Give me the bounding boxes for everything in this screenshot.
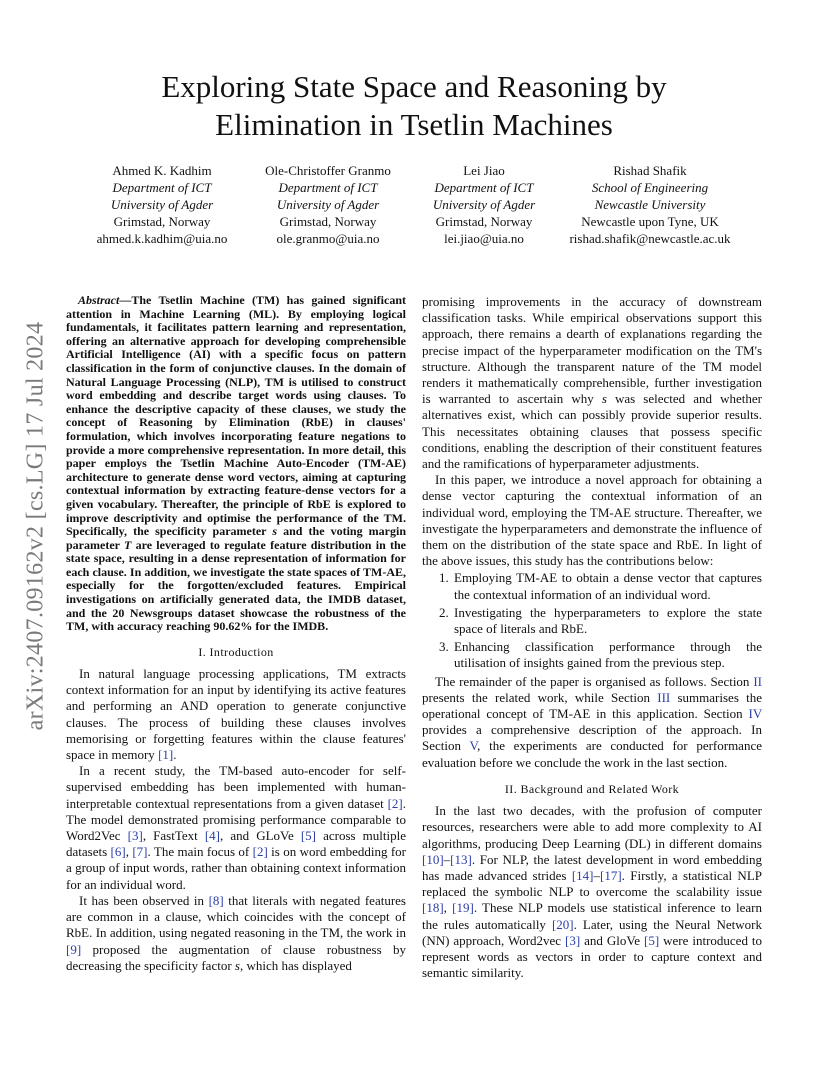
- right-column: [422, 294, 762, 981]
- author-email: rishad.shafik@newcastle.ac.uk: [569, 231, 731, 246]
- intro-paragraph-1: In natural language processing applications, TM extracts context information for an input by identifying its active features and performing an AND operation to generate conjunctive clauses. The process of building these clauses involves memorising or forgetting features within the clause features' space in memory [1].: [66, 666, 406, 763]
- section-heading-introduction: I. Introduction: [198, 644, 274, 659]
- citation-link[interactable]: [17]: [599, 867, 622, 883]
- author-department: Department of ICT: [278, 180, 378, 195]
- section-heading-background: II. Background and Related Work: [504, 781, 680, 796]
- author-block: [0, 162, 828, 252]
- citation-link[interactable]: [6]: [110, 844, 126, 860]
- section-link[interactable]: II: [753, 673, 762, 689]
- intro-paragraph-4: In this paper, we introduce a novel approach for obtaining a dense vector capturing the contextual information of an individual word, employing the TM-AE structure. Thereafter, we investigate the hyperparameters and demonstrate the influence of them on the distribution of the state space and RbE. In light of the above issues, this study has the contributions below:: [422, 472, 762, 569]
- math-s: s: [234, 957, 240, 973]
- list-item: 2. Investigating the hyperparameters to explore the state space of literals and RbE.: [452, 605, 762, 637]
- citation-link[interactable]: [7]: [132, 844, 148, 860]
- math-s: s: [272, 524, 278, 539]
- author-department: School of Engineering: [591, 180, 709, 195]
- intro-paragraph-3: It has been observed in [8] that literals with negated features are common in a clause, which coincides with the concept of RbE. In addition, using negated reasoning in the TM, the work in [9] proposed the augmentation of clause robustness by decreasing the specificity factor s, which has displayed: [66, 892, 406, 973]
- citation-link[interactable]: [3]: [565, 932, 581, 948]
- math-T: T: [124, 537, 132, 552]
- author-institution: University of Agder: [432, 197, 536, 212]
- citation-link[interactable]: [4]: [204, 828, 220, 844]
- citation-link[interactable]: [2]: [252, 844, 268, 860]
- paper-title: Exploring State Space and Reasoning by Elimination in Tsetlin Machines: [161, 69, 667, 142]
- list-item: 1. Employing TM-AE to obtain a dense vector that captures the contextual information of an individual word.: [452, 570, 762, 602]
- citation-link[interactable]: [3]: [127, 828, 143, 844]
- author-department: Department of ICT: [434, 180, 534, 195]
- author-location: Grimstad, Norway: [113, 214, 211, 229]
- citation-link[interactable]: [13]: [450, 851, 472, 867]
- citation-link[interactable]: [8]: [208, 892, 224, 908]
- author-name: Ole-Christoffer Granmo: [265, 163, 391, 178]
- left-column: [66, 294, 406, 974]
- citation-link[interactable]: [20]: [551, 916, 574, 932]
- author-4: [550, 162, 750, 247]
- abstract: Abstract—The Tsetlin Machine (TM) has gained significant attention in Machine Learning (ML). By employing logical fundamentals, it facilitates pattern learning and representation, offering an alternative approach for developing comprehensible Artificial Intelligence (AI) with a specific focus on pattern classification in the form of conjunctive clauses. In the domain of Natural Language Processing (NLP), TM is utilised to construct word embedding and describe target words using clauses. To enhance the descriptive capacity of these clauses, we study the concept of Reasoning by Elimination (RbE) in clauses' formulation, which involves incorporating feature negations to provide a more comprehensive representation. In more detail, this paper employs the Tsetlin Machine Auto-Encoder (TM-AE) architecture to generate dense word vectors, aiming at capturing contextual information by extracting feature-dense vectors for a given vocabulary. Thereafter, the principle of RbE is explored to improve descriptivity and optimise the performance of the TM. Specifically, the specificity parameter s and the voting margin parameter T are leveraged to regulate feature distribution in the state space, resulting in a dense representation of information for each clause. In addition, we investigate the state spaces of TM-AE, especially for the forgotten/excluded features. Empirical investigations on artificially generated data, the IMDB dataset, and the 20 Newsgroups dataset showcase the robustness of the TM, with accuracy reaching 90.62% for the IMDB.: [66, 293, 406, 634]
- section-link[interactable]: IV: [748, 706, 762, 722]
- citation-link[interactable]: [2]: [387, 795, 403, 811]
- citation-link[interactable]: [9]: [66, 941, 82, 957]
- author-location: Newcastle upon Tyne, UK: [581, 214, 719, 229]
- arxiv-identifier: [24, 296, 48, 756]
- author-name: Ahmed K. Kadhim: [112, 163, 212, 178]
- author-name: Lei Jiao: [463, 163, 505, 178]
- intro-paragraph-5: The remainder of the paper is organised as follows. Section II presents the related work, while Section III summarises the operational concept of TM-AE in this application. Section IV provides a comprehensive description of the approach. In Section V, the experiments are conducted for performance evaluation before we conclude the work in the last section.: [422, 673, 763, 770]
- math-s: s: [601, 391, 607, 407]
- citation-link[interactable]: [1]: [158, 747, 174, 763]
- section-link[interactable]: III: [657, 689, 671, 705]
- author-location: Grimstad, Norway: [435, 214, 533, 229]
- author-email: ahmed.k.kadhim@uia.no: [96, 231, 228, 246]
- author-institution: Newcastle University: [594, 197, 706, 212]
- author-email: ole.granmo@uia.no: [276, 231, 380, 246]
- citation-link[interactable]: [19]: [452, 900, 474, 916]
- citation-link[interactable]: [18]: [422, 900, 444, 916]
- author-email: lei.jiao@uia.no: [444, 231, 524, 246]
- citation-link[interactable]: [14]: [571, 867, 594, 883]
- author-name: Rishad Shafik: [613, 163, 687, 178]
- citation-link[interactable]: [5]: [300, 828, 316, 844]
- author-institution: University of Agder: [110, 197, 214, 212]
- section-link[interactable]: V: [469, 738, 478, 754]
- intro-paragraph-2: In a recent study, the TM-based auto-encoder for self-supervised embedding has been implemented with human-interpretable contextual representations from a given dataset [2]. The model demonstrated promising performance comparable to Word2Vec [3], FastText [4], and GLoVe [5] across multiple datasets [6], [7]. The main focus of [2] is on word embedding for a group of input words, rather than obtaining context information for an individual word.: [66, 763, 407, 892]
- author-location: Grimstad, Norway: [279, 214, 377, 229]
- intro-paragraph-3-continued: promising improvements in the accuracy of downstream classification tasks. While empirical observations support this approach, there remains a dearth of explanations regarding the precise impact of the hyperparameter modification on the TM's structure. Although the transparent nature of the TM model renders it mathematically comprehensible, further investigation is warranted to ascertain why s was selected and whether alternatives exist, which can possibly provide superior results. This necessitates obtaining clauses that possess specific conditions, enabling the description of their constituent features and the ramifications of hyperparameter adjustments.: [422, 294, 762, 472]
- author-department: Department of ICT: [112, 180, 212, 195]
- author-institution: University of Agder: [276, 197, 380, 212]
- citation-link[interactable]: [10]: [422, 851, 444, 867]
- contributions-list: [422, 570, 762, 671]
- citation-link[interactable]: [5]: [644, 932, 660, 948]
- list-item: 3. Enhancing classification performance through the utilisation of insights gained from the previous step.: [452, 639, 762, 671]
- arxiv-identifier-text: arXiv:2407.09162v2 [cs.LG] 17 Jul 2024: [22, 321, 49, 731]
- background-paragraph-1: In the last two decades, with the profusion of computer resources, researchers were able to add more complexity to AI algorithms, producing Deep Learning (DL) in different domains [10]–[13]. For NLP, the latest development in word embedding has made advanced strides [14]–[17]. Firstly, a statistical NLP replaced the symbolic NLP to overcome the scalability issue [18], [19]. These NLP models use statistical inference to learn the rules automatically [20]. Later, using the Neural Network (NN) approach, Word2vec [3] and GloVe [5] were introduced to represent words as vectors in order to capture context and semantic similarity.: [422, 803, 763, 981]
